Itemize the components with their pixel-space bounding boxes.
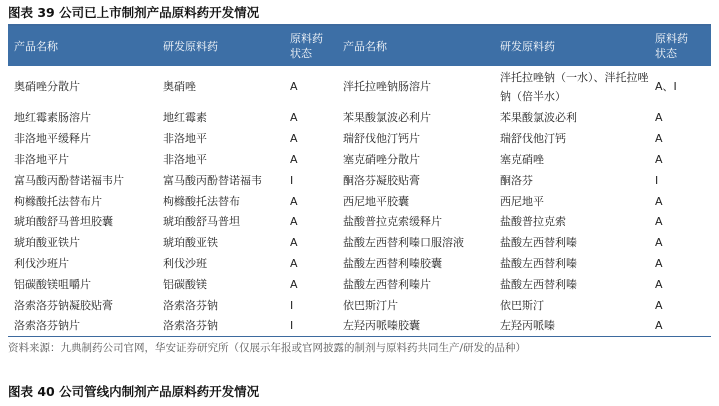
table-cell: 利伐沙班片 [14, 256, 69, 270]
table-cell: I [290, 319, 294, 333]
table-row [8, 233, 711, 254]
column-header: 产品名称 [8, 26, 157, 66]
bottom-rule [8, 336, 711, 337]
api-development-table [8, 26, 711, 337]
table-row [8, 274, 711, 295]
table-cell: 左羟丙哌嗪胶囊 [343, 319, 420, 333]
table-cell: 琥珀酸亚铁 [163, 236, 218, 250]
table-cell: A [290, 194, 298, 208]
table-cell: 酮洛芬 [500, 173, 533, 187]
table-cell: 琥珀酸亚铁片 [14, 236, 80, 250]
table-cell: A [655, 194, 663, 208]
table-cell: 盐酸左西替利嗪胶囊 [343, 256, 442, 270]
table-caption-39: 图表 39 公司已上市制剂产品原料药开发情况 [8, 5, 260, 20]
table-cell: 奥硝唑 [163, 80, 196, 93]
column-header: 原料药 状态 [649, 26, 711, 66]
table-row [8, 108, 711, 129]
column-header: 原料药 状态 [284, 26, 337, 66]
table-cell: 盐酸左西替利嗪 [500, 277, 577, 291]
table-cell: 洛索洛芬钠 [163, 319, 218, 333]
table-cell: 利伐沙班 [163, 256, 207, 270]
table-row [8, 316, 711, 337]
column-header: 研发原料药 [157, 26, 284, 66]
table-cell: 洛索洛芬钠 [163, 298, 218, 312]
table-cell: A [655, 298, 663, 312]
table-row [8, 150, 711, 171]
table-cell: 瑞舒伐他汀钙 [500, 132, 566, 146]
table-cell: 塞克硝唑分散片 [343, 152, 420, 166]
table-cell: 洛索洛芬钠片 [14, 319, 80, 333]
table-cell: 地红霉素 [163, 111, 207, 125]
table-cell: 枸橼酸托法替布 [163, 194, 240, 208]
table-cell: 泮托拉唑钠肠溶片 [343, 80, 431, 93]
table-cell: A、I [655, 80, 677, 93]
table-cell: 琥珀酸舒马普坦胶囊 [14, 215, 113, 229]
table-cell: 塞克硝唑 [500, 152, 544, 166]
table-cell: 富马酸丙酚替诺福韦 [163, 173, 262, 187]
source-note: 资料来源：九典制药公司官网，华安证券研究所（仅展示年报或官网披露的制剂与原料药共同生产/研发的品种） [8, 342, 527, 354]
table-row [8, 212, 711, 233]
table-caption-40: 图表 40 公司管线内制剂产品原料药开发情况 [8, 384, 260, 399]
table-cell: 盐酸普拉克索 [500, 215, 566, 229]
table-row [8, 191, 711, 212]
table-cell: 西尼地平 [500, 194, 544, 208]
table-cell: 洛索洛芬钠凝胶贴膏 [14, 298, 113, 312]
table-cell: 酮洛芬凝胶贴膏 [343, 173, 420, 187]
table-cell: 地红霉素肠溶片 [14, 111, 91, 125]
table-cell: 非洛地平片 [14, 152, 69, 166]
table-cell: 枸橼酸托法替布片 [14, 194, 102, 208]
table-cell: 琥珀酸舒马普坦 [163, 215, 240, 229]
table-cell: I [290, 298, 294, 312]
table-cell: A [655, 132, 663, 146]
table-cell: A [655, 111, 663, 125]
table-cell: A [655, 319, 663, 333]
table-cell: 泮托拉唑钠（一水）、泮托拉唑钠（倍半水） [500, 71, 649, 103]
table-cell: A [290, 256, 298, 270]
table-cell: I [655, 173, 659, 187]
table-cell: A [290, 132, 298, 146]
table-cell: A [290, 215, 298, 229]
table-cell: 依巴斯汀片 [343, 298, 398, 312]
table-cell: A [655, 152, 663, 166]
table-cell: 富马酸丙酚替诺福韦片 [14, 173, 124, 187]
table-row [8, 170, 711, 191]
table-header-row [8, 26, 711, 66]
table-cell: 非洛地平 [163, 132, 207, 146]
table-cell: 瑞舒伐他汀钙片 [343, 132, 420, 146]
table-cell: 盐酸普拉克索缓释片 [343, 215, 442, 229]
table-cell: A [290, 152, 298, 166]
table-cell: 苯果酸氯波必利片 [343, 111, 431, 125]
table-cell: A [290, 80, 298, 93]
table-cell: 依巴斯汀 [500, 298, 544, 312]
table-row [8, 254, 711, 275]
table-cell: 非洛地平缓释片 [14, 132, 91, 146]
table-cell: 盐酸左西替利嗪口服溶液 [343, 236, 464, 250]
table-cell: A [290, 111, 298, 125]
table-cell: 盐酸左西替利嗪 [500, 256, 577, 270]
table-cell: A [655, 277, 663, 291]
table-cell: 苯果酸氯波必利 [500, 111, 577, 125]
table-cell: 盐酸左西替利嗪片 [343, 277, 431, 291]
table-body [8, 66, 711, 337]
table-cell: 盐酸左西替利嗪 [500, 236, 577, 250]
table-row [8, 295, 711, 316]
column-header: 产品名称 [337, 26, 494, 66]
table-cell: A [290, 277, 298, 291]
table-row [8, 66, 711, 108]
table-cell: 左羟丙哌嗪 [500, 319, 555, 333]
table-row [8, 129, 711, 150]
table-cell: 铝碳酸镁 [163, 277, 207, 291]
table-cell: 奥硝唑分散片 [14, 80, 80, 93]
table-cell: A [290, 236, 298, 250]
table-cell: A [655, 215, 663, 229]
table-cell: A [655, 256, 663, 270]
table-cell: I [290, 173, 294, 187]
table-cell: A [655, 236, 663, 250]
column-header: 研发原料药 [494, 26, 649, 66]
table-cell: 铝碳酸镁咀嚼片 [14, 277, 91, 291]
table-cell: 非洛地平 [163, 152, 207, 166]
table-cell: 西尼地平胶囊 [343, 194, 409, 208]
